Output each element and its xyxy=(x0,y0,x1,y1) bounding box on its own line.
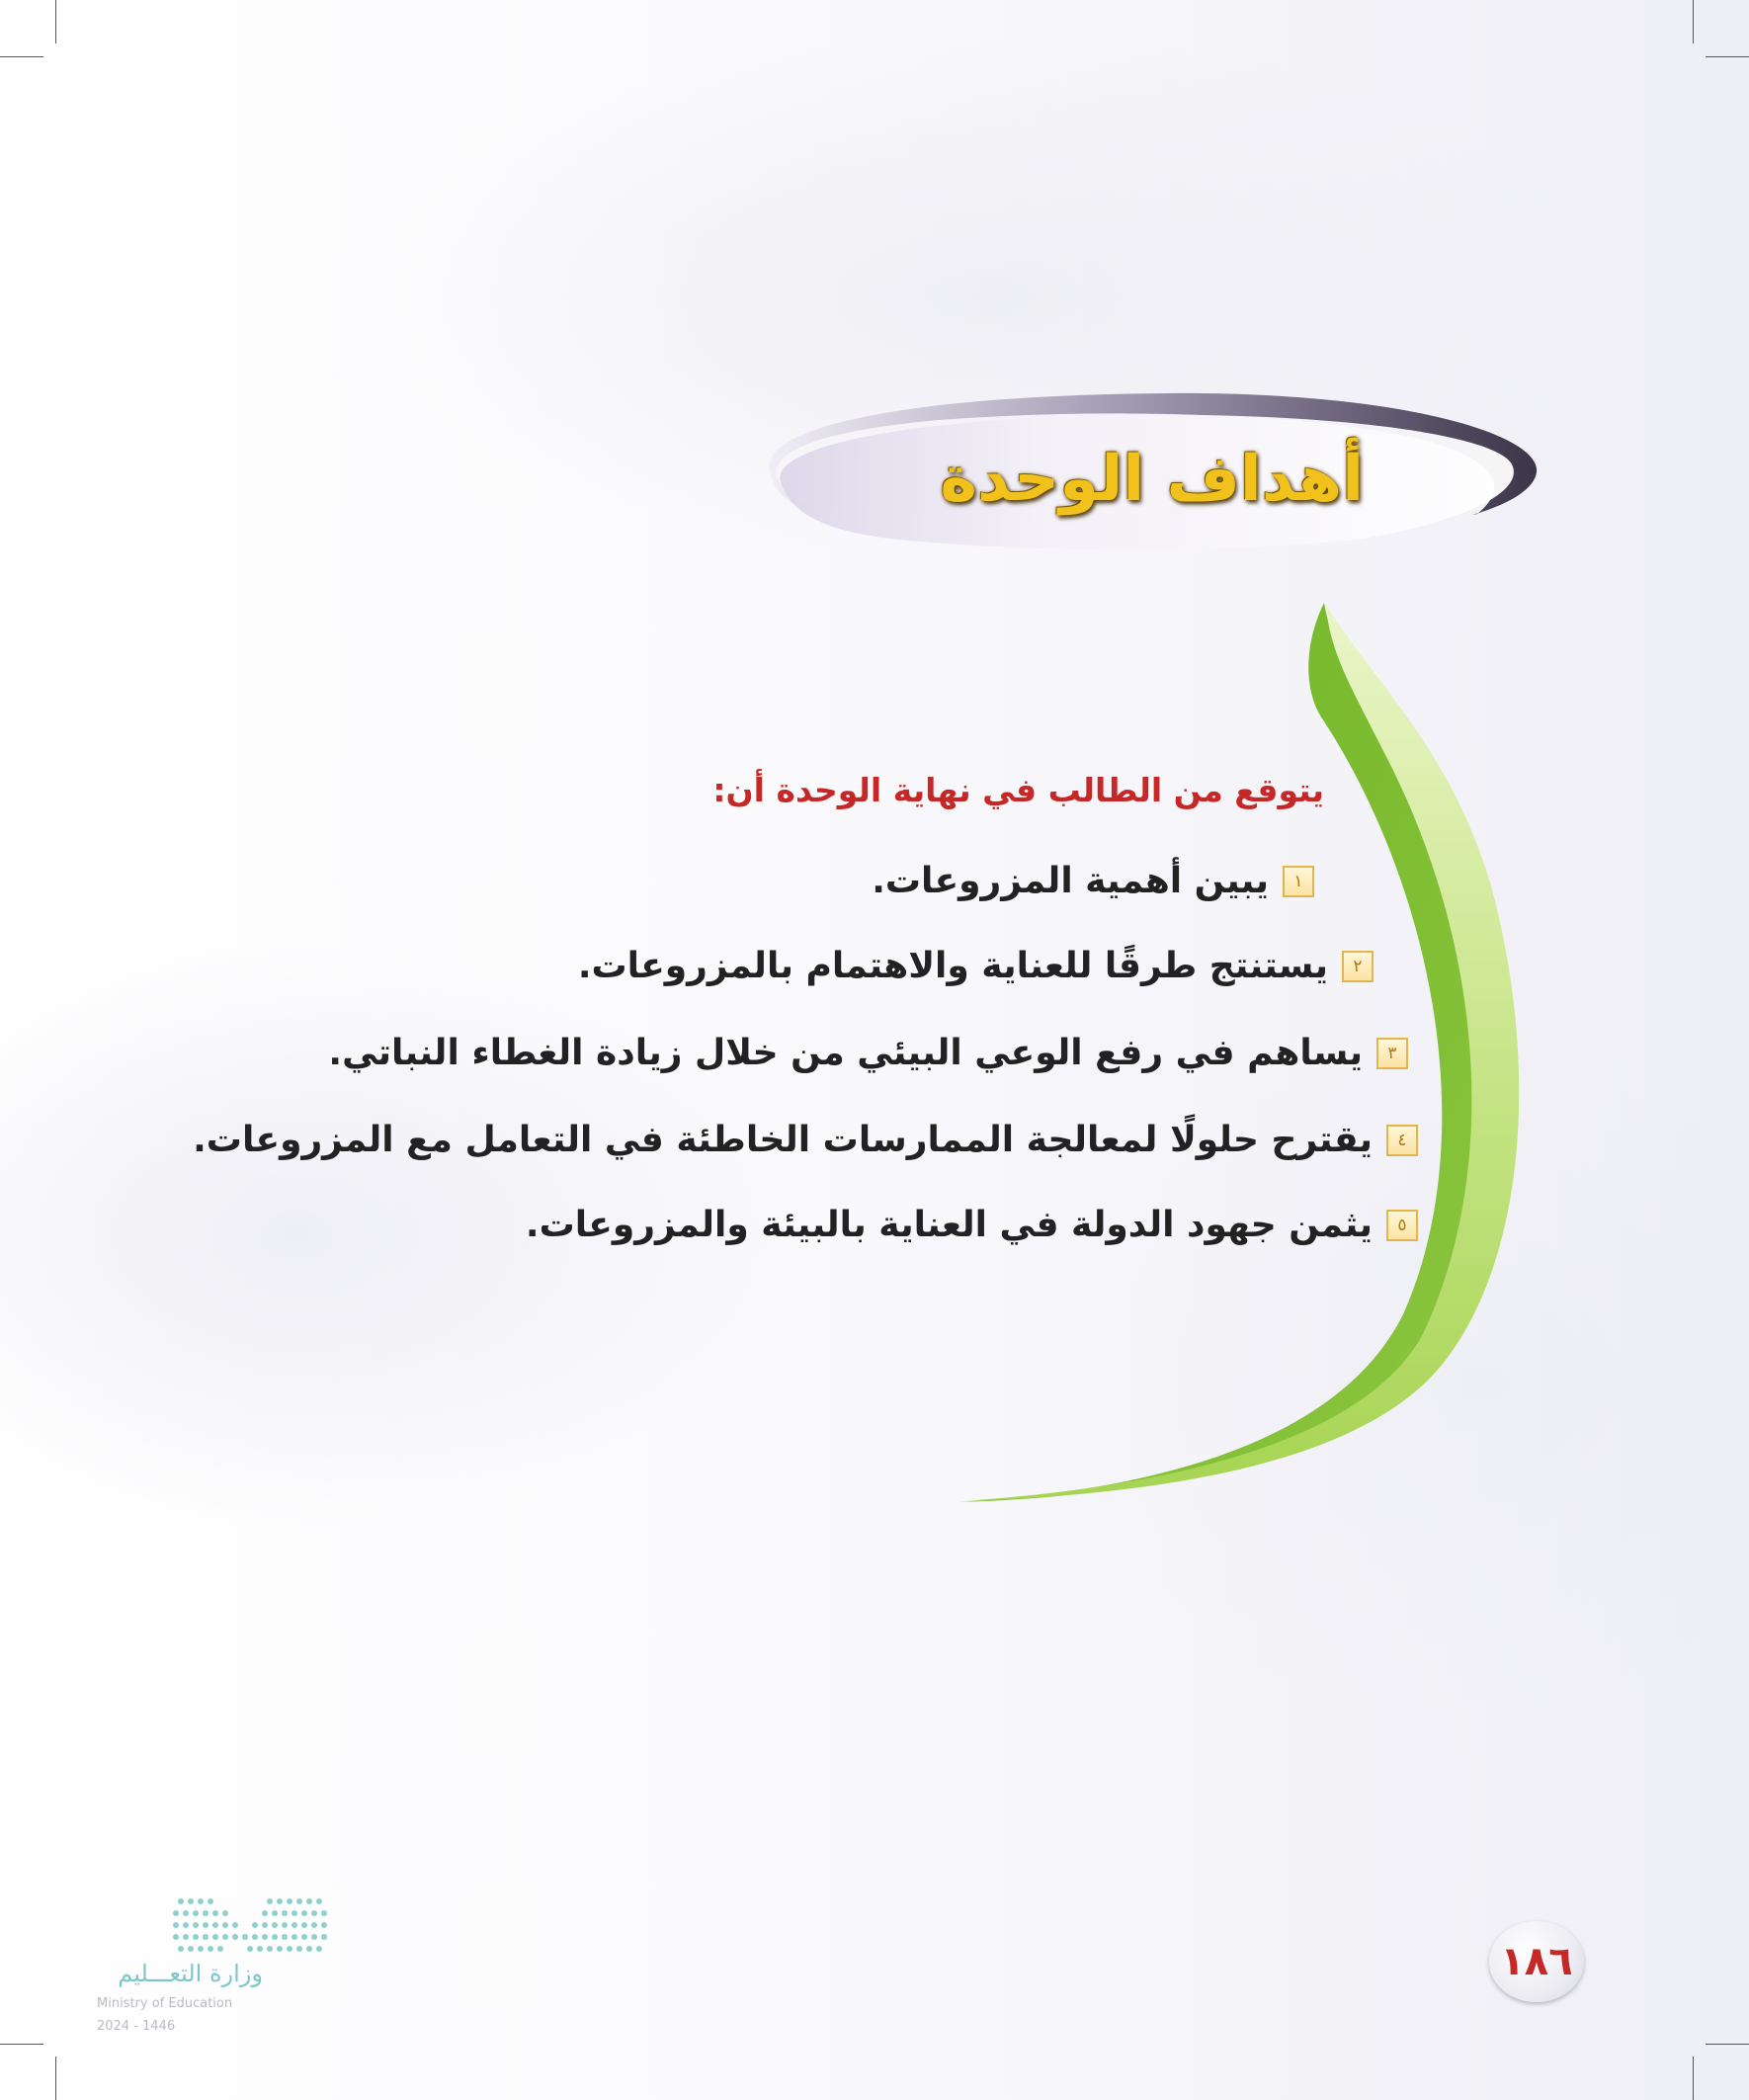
goal-number-badge: ٥ xyxy=(1386,1210,1418,1241)
ministry-name-ar: وزارة التعـــليم xyxy=(118,1960,263,1987)
goal-text: يثمن جهود الدولة في العناية بالبيئة والمزروعات. xyxy=(525,1205,1373,1245)
goal-number-badge: ٤ xyxy=(1386,1125,1418,1156)
page-title: أهداف الوحدة xyxy=(940,443,1364,516)
goal-item-1 xyxy=(872,852,1314,911)
goals-intro: يتوقع من الطالب في نهاية الوحدة أن: xyxy=(712,771,1324,809)
ministry-logo xyxy=(95,1892,332,2041)
goal-text: يقترح حلولًا لمعالجة الممارسات الخاطئة في التعامل مع المزروعات. xyxy=(193,1120,1373,1160)
ministry-name-en: Ministry of Education xyxy=(97,1996,233,2011)
goal-item-4 xyxy=(193,1111,1418,1170)
ministry-year: 2024 - 1446 xyxy=(97,2019,176,2034)
goal-item-3 xyxy=(328,1024,1408,1083)
goal-text: يساهم في رفع الوعي البيئي من خلال زيادة الغطاء النباتي. xyxy=(328,1033,1363,1073)
goal-number-badge: ٢ xyxy=(1342,951,1374,982)
goal-item-2 xyxy=(578,937,1374,996)
goal-number-badge: ١ xyxy=(1283,866,1314,897)
goal-item-5 xyxy=(526,1196,1418,1255)
goal-number-badge: ٣ xyxy=(1376,1038,1408,1069)
goal-text: يستنتج طرقًا للعناية والاهتمام بالمزروعات. xyxy=(577,946,1328,986)
goal-text: يبين أهمية المزروعات. xyxy=(872,861,1269,901)
page-number: ١٨٦ xyxy=(1489,1921,1584,2002)
